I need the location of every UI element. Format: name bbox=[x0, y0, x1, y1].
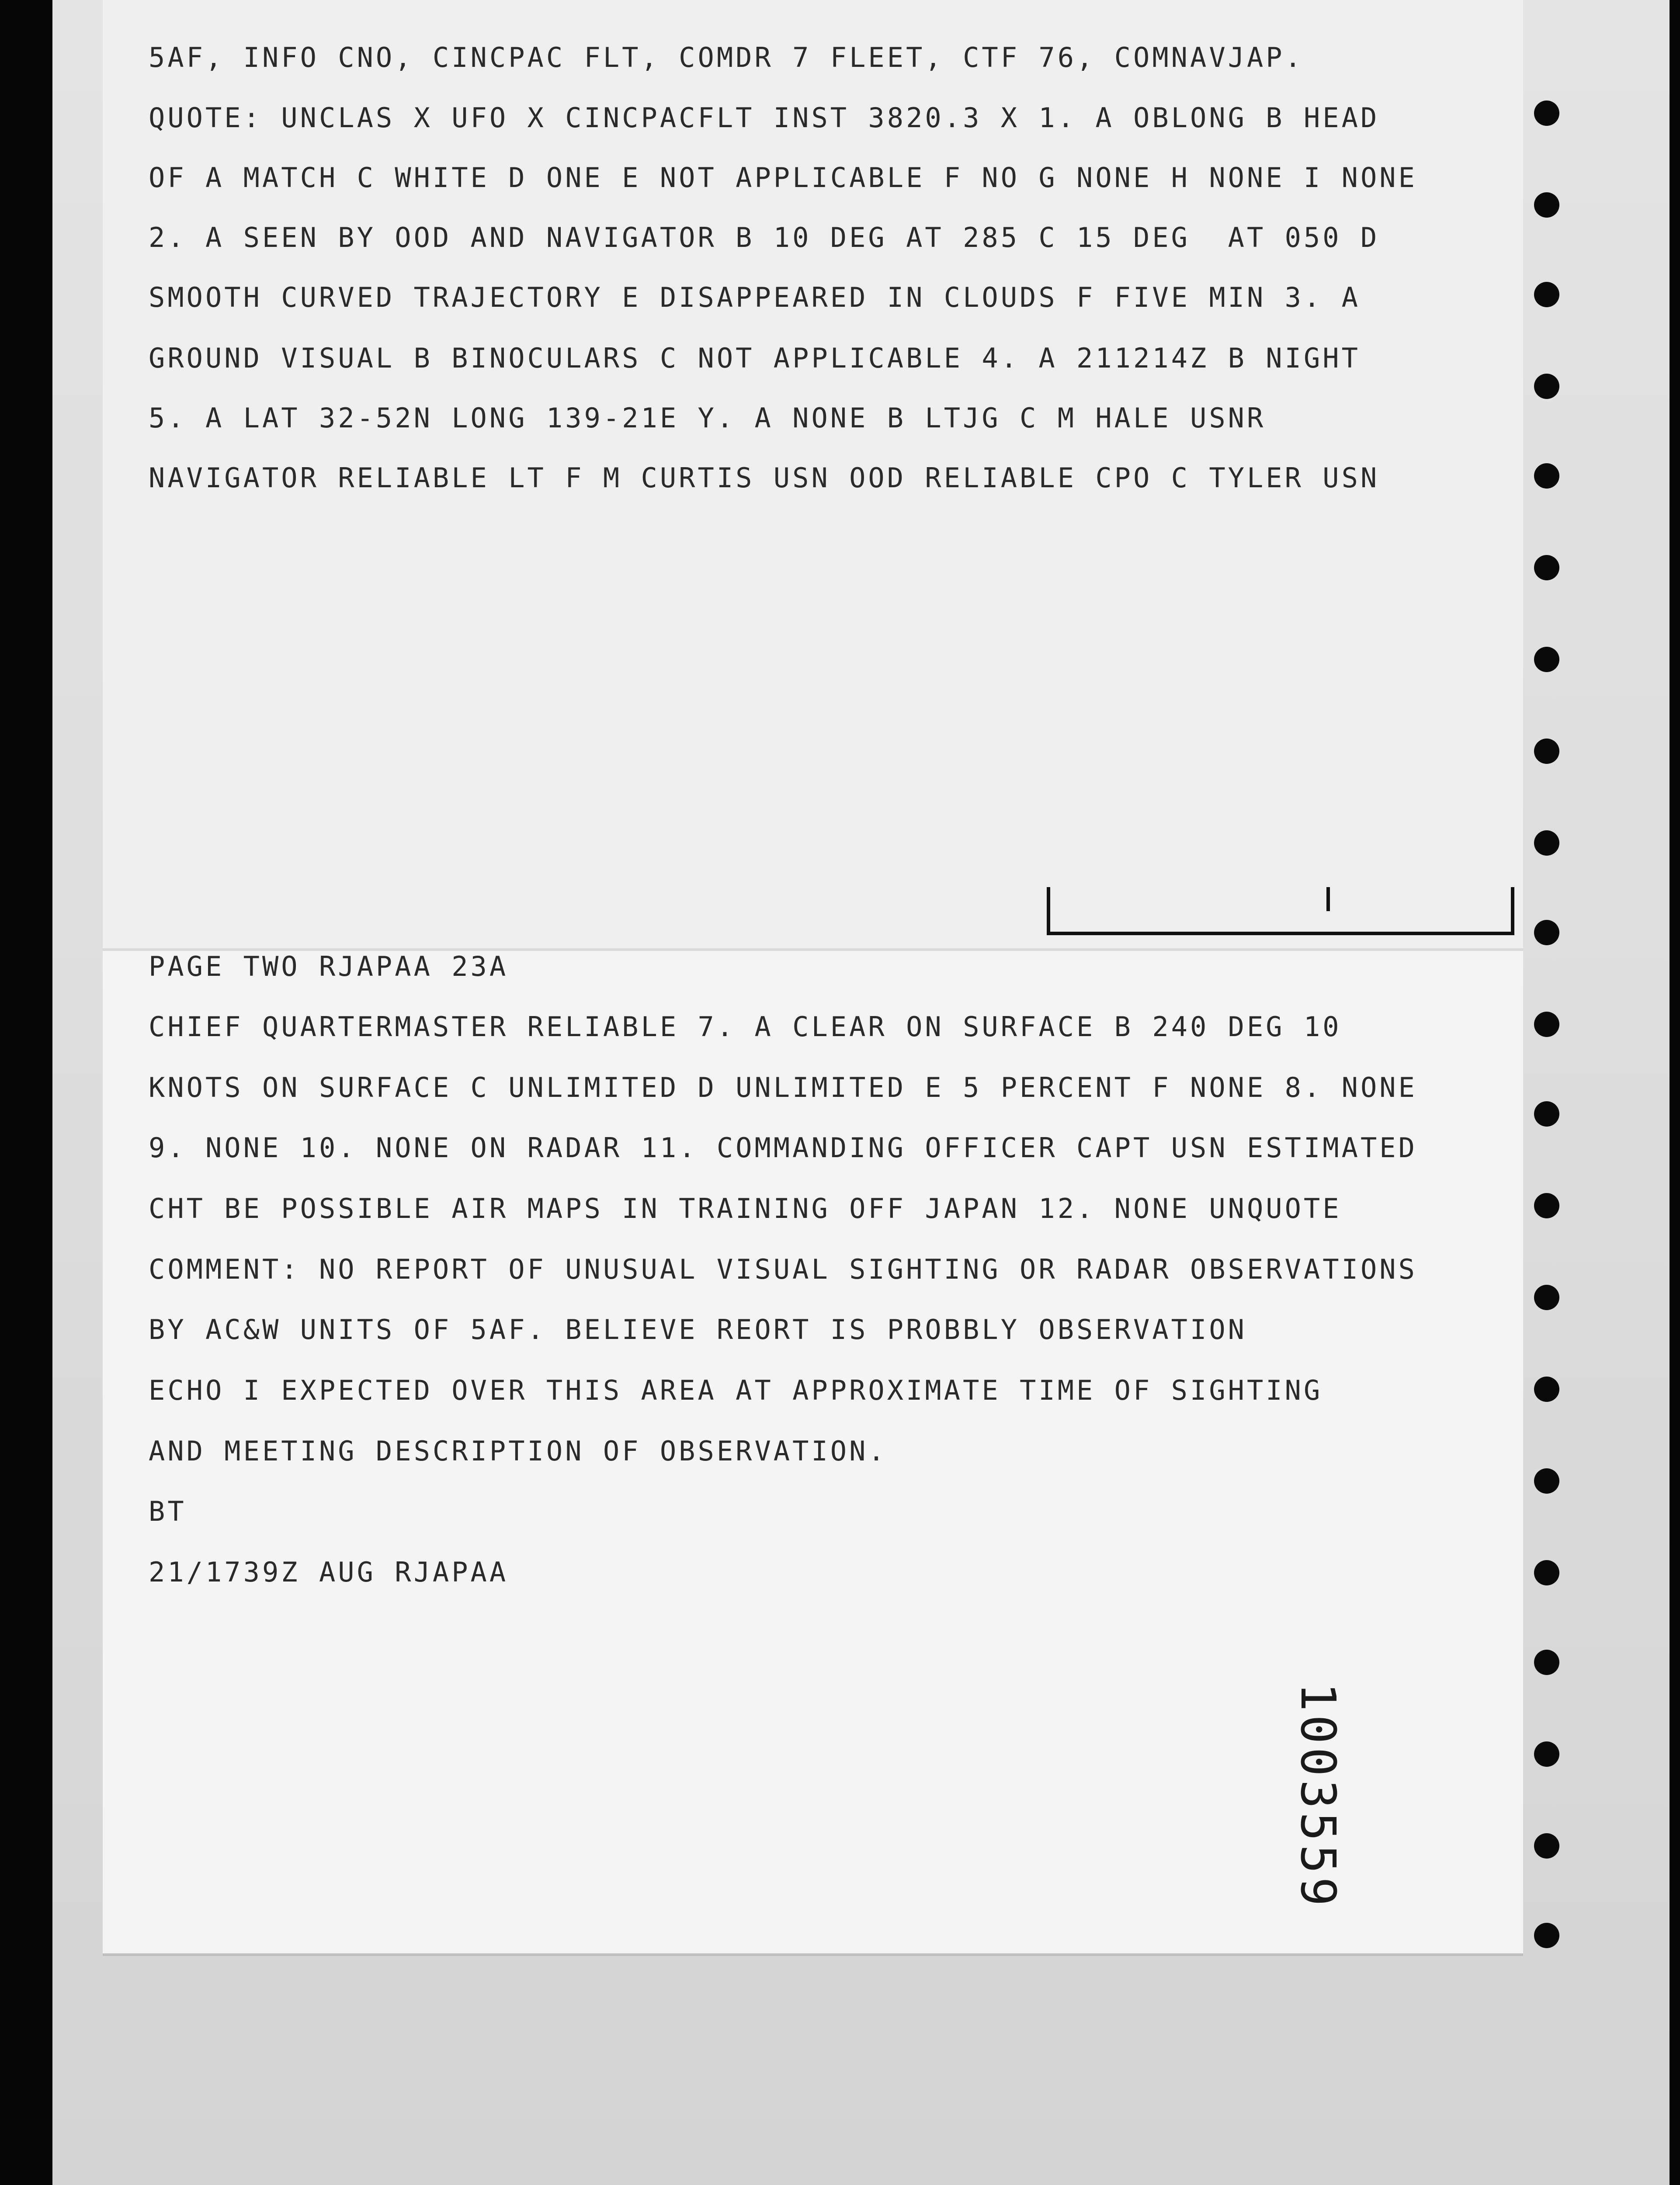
message-line: 2. A SEEN BY OOD AND NAVIGATOR B 10 DEG AT 285 C 15 DEG AT 050 D bbox=[149, 222, 1380, 253]
sprocket-hole bbox=[1534, 101, 1559, 126]
message-line: NAVIGATOR RELIABLE LT F M CURTIS USN OOD RELIABLE CPO C TYLER USN bbox=[149, 462, 1380, 494]
message-line: 5. A LAT 32-52N LONG 139-21E Y. A NONE B LTJG C M HALE USNR bbox=[149, 402, 1266, 434]
comment-line: AND MEETING DESCRIPTION OF OBSERVATION. bbox=[149, 1435, 887, 1467]
message-line: SMOOTH CURVED TRAJECTORY E DISAPPEARED IN CLOUDS F FIVE MIN 3. A bbox=[149, 281, 1361, 313]
message-line: QUOTE: UNCLAS X UFO X CINCPACFLT INST 3820.3 X 1. A OBLONG B HEAD bbox=[149, 102, 1380, 134]
sprocket-hole bbox=[1534, 1560, 1559, 1585]
sprocket-hole bbox=[1534, 1285, 1559, 1310]
bracket-mark bbox=[1047, 887, 1514, 935]
sprocket-hole bbox=[1534, 282, 1559, 307]
sprocket-hole bbox=[1534, 1923, 1559, 1948]
bracket-tick-mark bbox=[1326, 887, 1330, 911]
sprocket-hole bbox=[1534, 647, 1559, 672]
sprocket-hole bbox=[1534, 1468, 1559, 1494]
sprocket-hole bbox=[1534, 1833, 1559, 1859]
break-marker: BT bbox=[149, 1495, 187, 1527]
sprocket-hole bbox=[1534, 1377, 1559, 1402]
sprocket-hole bbox=[1534, 830, 1559, 856]
message-line: CHIEF QUARTERMASTER RELIABLE 7. A CLEAR ON SURFACE B 240 DEG 10 bbox=[149, 1011, 1342, 1043]
page-header: PAGE TWO RJAPAA 23A bbox=[149, 950, 509, 982]
archive-number: 1003559 bbox=[1290, 1682, 1346, 1910]
sprocket-hole bbox=[1534, 920, 1559, 945]
comment-line: BY AC&W UNITS OF 5AF. BELIEVE REORT IS PROBBLY OBSERVATION bbox=[149, 1314, 1247, 1346]
comment-line: COMMENT: NO REPORT OF UNUSUAL VISUAL SIGHTING OR RADAR OBSERVATIONS bbox=[149, 1253, 1417, 1285]
message-line: 5AF, INFO CNO, CINCPAC FLT, COMDR 7 FLEET, CTF 76, COMNAVJAP. bbox=[149, 42, 1304, 73]
sprocket-hole bbox=[1534, 374, 1559, 399]
sprocket-hole bbox=[1534, 1741, 1559, 1767]
sprocket-hole bbox=[1534, 739, 1559, 764]
comment-line: ECHO I EXPECTED OVER THIS AREA AT APPROXIMATE TIME OF SIGHTING bbox=[149, 1374, 1323, 1406]
message-line: CHT BE POSSIBLE AIR MAPS IN TRAINING OFF JAPAN 12. NONE UNQUOTE bbox=[149, 1193, 1342, 1224]
message-line: KNOTS ON SURFACE C UNLIMITED D UNLIMITED E 5 PERCENT F NONE 8. NONE bbox=[149, 1072, 1417, 1103]
message-line: OF A MATCH C WHITE D ONE E NOT APPLICABLE F NO G NONE H NONE I NONE bbox=[149, 162, 1417, 194]
sprocket-hole bbox=[1534, 1650, 1559, 1675]
sprocket-hole bbox=[1534, 463, 1559, 489]
sprocket-hole bbox=[1534, 555, 1559, 580]
sprocket-hole bbox=[1534, 1012, 1559, 1037]
sprocket-hole bbox=[1534, 192, 1559, 218]
sprocket-hole bbox=[1534, 1101, 1559, 1127]
message-line: 9. NONE 10. NONE ON RADAR 11. COMMANDING OFFICER CAPT USN ESTIMATED bbox=[149, 1132, 1417, 1164]
sprocket-hole bbox=[1534, 1193, 1559, 1218]
message-line: GROUND VISUAL B BINOCULARS C NOT APPLICABLE 4. A 211214Z B NIGHT bbox=[149, 342, 1361, 374]
sprocket-holes bbox=[1530, 0, 1565, 1966]
date-time-group: 21/1739Z AUG RJAPAA bbox=[149, 1556, 509, 1588]
